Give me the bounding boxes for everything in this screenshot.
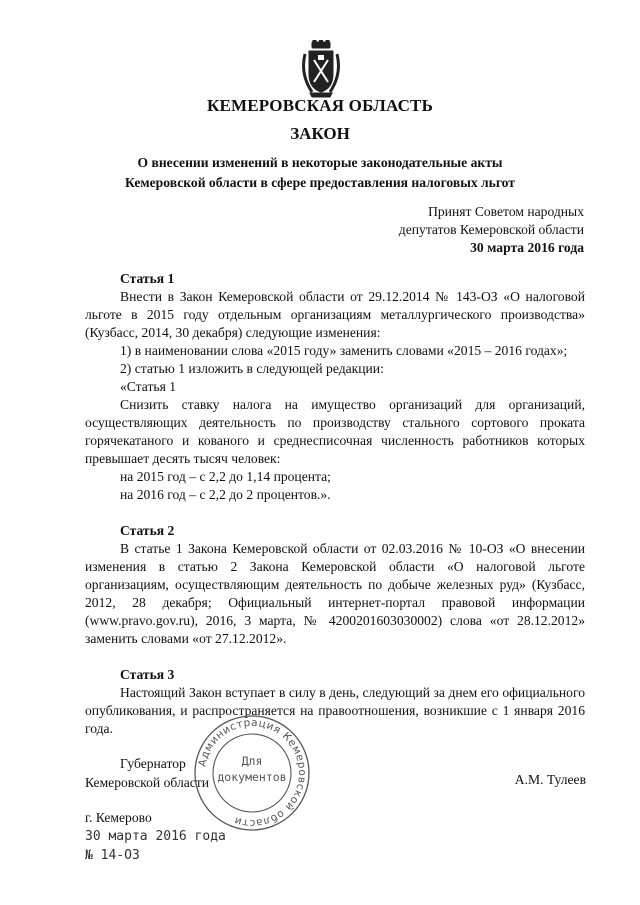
adoption-line-1: Принят Советом народных xyxy=(428,204,584,219)
law-title-line-1: О внесении изменений в некоторые законодательные акты xyxy=(137,155,503,170)
article-1-paragraph: 2) статью 1 изложить в следующей редакции: xyxy=(120,361,384,376)
article-3-title: Статья 3 xyxy=(120,667,175,682)
official-stamp xyxy=(192,713,312,833)
adoption-line-2: депутатов Кемеровской области xyxy=(398,222,584,237)
law-title-line-2: Кемеровской области в сфере предоставления налоговых льгот xyxy=(125,175,515,190)
article-1-rate-2015: на 2015 год – с 2,2 до 1,14 процента; xyxy=(120,469,331,484)
signatory-name: А.М. Тулеев xyxy=(514,772,586,787)
article-1-paragraph: Внести в Закон Кемеровской области от 29.12.2014 № 143-ОЗ «О налоговой льготе в 2015 году отдельным организациям металлургического производства» (Кузбасс, 2014, 30 декабря) следующие изменения: xyxy=(85,289,585,340)
adoption-block xyxy=(399,203,584,257)
law-title xyxy=(90,153,550,193)
signatory-position-line-1: Губернатор xyxy=(120,756,186,771)
kemerovo-coat-of-arms-icon xyxy=(300,40,342,98)
article-1-quoted-title: «Статья 1 xyxy=(120,379,177,394)
law-body xyxy=(85,270,585,738)
article-1-paragraph: Снизить ставку налога на имущество организаций для организаций, осуществляющих деятельность по производству стального сортового проката горячекатаного и кованого и среднесписочная численность работников которых превышает десять тысяч человек: xyxy=(85,397,585,466)
article-2-title: Статья 2 xyxy=(120,523,175,538)
signatory-position-line-2: Кемеровской области xyxy=(85,775,210,790)
stamp-ring-text: Администрация Кемеровской области xyxy=(196,716,309,830)
article-1-paragraph: 1) в наименовании слова «2015 году» заменить словами «2015 – 2016 годах»; xyxy=(120,343,568,358)
stamp-center-line-1: Для xyxy=(241,754,263,768)
document-type-heading: ЗАКОН xyxy=(290,124,350,143)
stamp-center-line-2: документов xyxy=(217,770,287,784)
signatory-position xyxy=(85,754,209,792)
footer-number: № 14-ОЗ xyxy=(85,848,140,863)
article-2-paragraph: В статье 1 Закона Кемеровской области от 02.03.2016 № 10-ОЗ «О внесении изменения в статью 2 Закона Кемеровской области «О налоговой льготе организациям, осуществляющим деятельность по добыче железных руд» (Кузбасс, 2012, 28 декабря; Официальный интернет-портал правовой информации (www.pravo.gov.ru), 2016, 3 марта, № 4200201603030002) слова «от 28.12.2012» заменить словами «от 27.12.2012». xyxy=(85,541,585,646)
stamp-center-text xyxy=(192,753,312,785)
article-1-title: Статья 1 xyxy=(120,271,175,286)
footer-city: г. Кемерово xyxy=(85,810,152,825)
article-3-paragraph: Настоящий Закон вступает в силу в день, следующий за днем его официального опубликования, и распространяется на правоотношения, возникшие с 1 января 2016 года. xyxy=(85,685,585,736)
article-1-rate-2016: на 2016 год – с 2,2 до 2 процентов.». xyxy=(120,487,331,502)
footer-date: 30 марта 2016 года xyxy=(85,829,226,844)
adoption-date: 30 марта 2016 года xyxy=(470,240,584,255)
region-heading: КЕМЕРОВСКАЯ ОБЛАСТЬ xyxy=(206,96,434,115)
